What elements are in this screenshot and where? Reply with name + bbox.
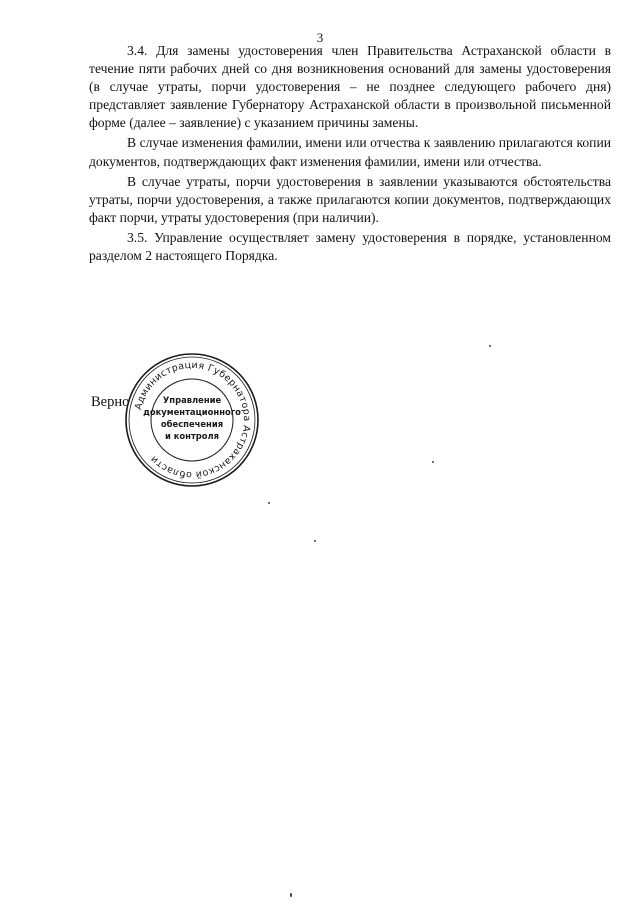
paragraph-3-5: 3.5. Управление осуществляет замену удостоверения в порядке, установленном разделом 2 настоящего Порядка. (89, 229, 611, 264)
document-body (89, 42, 611, 267)
stamp-center-line-3: обеспечения (160, 419, 224, 429)
official-stamp (124, 352, 260, 488)
stamp-ring-text: Администрация Губернатора Астраханской области (133, 359, 253, 481)
stamp-center-line-1: Управление (162, 395, 222, 405)
certification-label: Верно (91, 394, 130, 410)
scan-speck (314, 540, 316, 542)
paragraph-loss-damage: В случае утраты, порчи удостоверения в заявлении указываются обстоятельства утраты, порчи удостоверения, а также прилагаются копии документов, подтверждающих факт порчи, утраты удостоверения (при наличии). (89, 173, 611, 225)
scan-speck (290, 893, 292, 897)
paragraph-name-change: В случае изменения фамилии, имени или отчества к заявлению прилагаются копии документов, подтверждающих факт изменения фамилии, имени или отчества. (89, 135, 611, 169)
scan-speck (489, 345, 491, 347)
page-number: 3 (316, 30, 324, 45)
stamp-center-line-2: документационного (143, 407, 241, 417)
scan-speck (432, 461, 434, 463)
scan-speck (268, 502, 270, 504)
stamp-center-line-4: и контроля (164, 431, 220, 441)
paragraph-3-4: 3.4. Для замены удостоверения член Правительства Астраханской области в течение пяти рабочих дней со дня возникновения оснований для замены удостоверения (в случае утраты, порчи удостоверения – не позднее следующего рабочего дня) представляет заявление Губернатору Астраханской области в произвольной письменной форме (далее – заявление) с указанием причины замены. (89, 43, 611, 131)
